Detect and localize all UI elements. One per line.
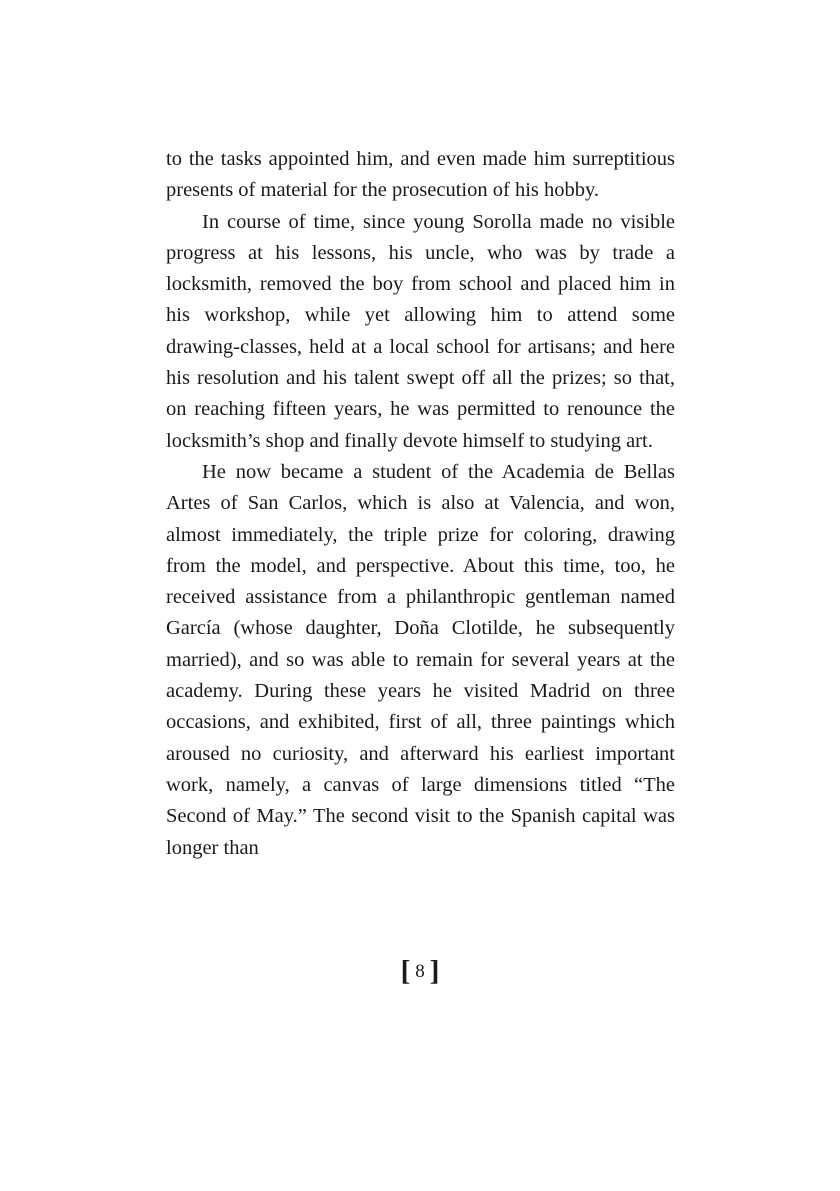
page-number-value: 8	[415, 961, 425, 982]
paragraph-sorolla-apprenticeship: In course of time, since young Sorolla made no visible progress at his lessons, his uncle, who was by trade a locksmith, removed the boy from school and placed him in his workshop, while yet allowing him to attend some drawing-classes, held at a local school for artisans; and here his resolution and his talent swept off all the prizes; so that, on reaching fifteen years, he was permitted to renounce the locksmith’s shop and finally devote himself to studying art.	[166, 210, 675, 452]
page-number	[0, 955, 840, 987]
page-number-open-bracket: [	[400, 955, 411, 987]
paragraph-continued: to the tasks appointed him, and even made him surreptitious presents of material for the prosecution of his hobby.	[166, 148, 675, 202]
paragraph-academia-student: He now became a student of the Academia de Bellas Artes of San Carlos, which is also at Valencia, and won, almost immediately, the triple prize for coloring, drawing from the model, and perspective. About this time, too, he received assistance from a philanthropic gentleman named García (whose daughter, Doña Clotilde, he subsequently married), and so was able to remain for several years at the academy. During these years he visited Madrid on three occasions, and exhibited, first of all, three paintings which aroused no curiosity, and afterward his earliest important work, namely, a canvas of large dimensions titled “The Second of May.” The second visit to the Spanish capital was longer than	[166, 460, 675, 859]
body-text	[166, 144, 675, 864]
page-number-close-bracket: ]	[429, 955, 440, 987]
